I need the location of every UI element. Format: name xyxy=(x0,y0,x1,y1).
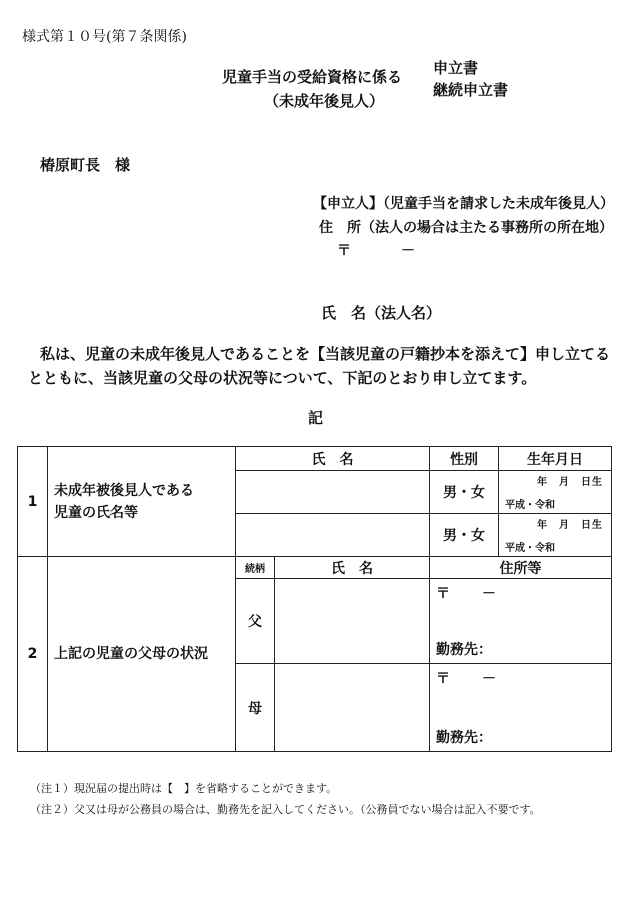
row1-label xyxy=(48,447,236,557)
child1-era: 平成・令和 xyxy=(505,500,555,511)
row1-label-line1: 未成年被後見人である xyxy=(54,482,194,499)
header-relation: 続柄 xyxy=(236,557,275,579)
father-workplace-label: 勤務先： xyxy=(436,642,492,658)
father-postal-mark: 〒 xyxy=(436,586,450,602)
mother-name-field[interactable] xyxy=(275,664,430,752)
applicant-postal-dash: － xyxy=(401,243,415,259)
header-parent-name: 氏 名 xyxy=(275,557,430,579)
mother-workplace-label: 勤務先： xyxy=(436,730,492,746)
statement-text: 私は、児童の未成年後見人であることを【当該児童の戸籍抄本を添えて】申し立てるとともに、当該児童の父母の状況等について、下記のとおり申し立てます。 xyxy=(28,345,611,387)
title-option-continuation: 継続申立書 xyxy=(433,81,509,99)
child1-dob-field[interactable] xyxy=(499,471,612,514)
child1-sex-field[interactable]: 男・女 xyxy=(430,471,499,514)
child1-ymd: 年 月 日生 xyxy=(537,477,603,488)
addressee: 椿原町長 様 xyxy=(40,156,131,174)
header-dob: 生年月日 xyxy=(499,447,612,471)
header-sex: 性別 xyxy=(430,447,499,471)
applicant-postal-mark: 〒 xyxy=(337,243,351,259)
relation-father: 父 xyxy=(236,579,275,664)
title-line-1: 児童手当の受給資格に係る xyxy=(222,68,403,86)
applicant-address-label: 住 所（法人の場合は主たる事務所の所在地） xyxy=(319,220,613,236)
child2-name-field[interactable] xyxy=(236,514,430,557)
ki-heading: 記 xyxy=(308,409,324,427)
form-number: 様式第１０号(第７条関係) xyxy=(22,29,187,45)
header-child-name: 氏 名 xyxy=(236,447,430,471)
title-line-2: （未成年後見人） xyxy=(264,92,385,110)
mother-address-field[interactable] xyxy=(430,664,612,752)
note-2: （注２）父又は母が公務員の場合は、勤務先を記入してください。（公務員でない場合は記入不要です。 xyxy=(30,803,541,816)
applicant-label: 【申立人】（児童手当を請求した未成年後見人） xyxy=(313,196,614,212)
status-table xyxy=(17,446,612,752)
row2-number: 2 xyxy=(18,557,48,752)
father-postal-dash: － xyxy=(482,586,496,602)
row1-number: 1 xyxy=(18,447,48,557)
child2-sex-field[interactable]: 男・女 xyxy=(430,514,499,557)
child2-ymd: 年 月 日生 xyxy=(537,520,603,531)
title-option-application: 申立書 xyxy=(433,59,479,77)
row2-label: 上記の児童の父母の状況 xyxy=(48,557,236,752)
child1-name-field[interactable] xyxy=(236,471,430,514)
father-name-field[interactable] xyxy=(275,579,430,664)
child2-era: 平成・令和 xyxy=(505,543,555,554)
note-1: （注１）現況届の提出時は【 】を省略することができます。 xyxy=(30,782,338,795)
mother-postal-mark: 〒 xyxy=(436,671,450,687)
relation-mother: 母 xyxy=(236,664,275,752)
header-address: 住所等 xyxy=(430,557,612,579)
applicant-name-label: 氏 名（法人名） xyxy=(321,304,442,322)
mother-postal-dash: － xyxy=(482,671,496,687)
father-address-field[interactable] xyxy=(430,579,612,664)
row1-label-line2: 児童の氏名等 xyxy=(54,504,138,521)
child2-dob-field[interactable] xyxy=(499,514,612,557)
